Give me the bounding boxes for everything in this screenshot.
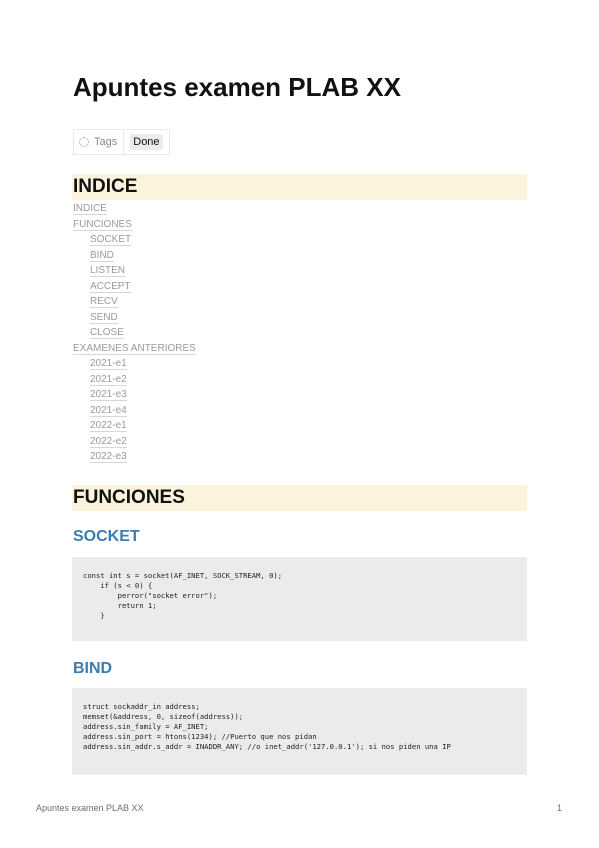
toc-link[interactable]: 2021-e1 [90, 358, 127, 369]
toc-item[interactable] [73, 418, 196, 434]
toc-item[interactable] [73, 232, 196, 248]
toc-item[interactable] [73, 434, 196, 450]
toc-item[interactable] [73, 201, 196, 217]
toc-item[interactable] [73, 341, 196, 357]
toc-item[interactable] [73, 263, 196, 279]
page-title: Apuntes examen PLAB XX [73, 72, 401, 102]
toc-link[interactable]: SOCKET [90, 234, 132, 245]
footer-page-number: 1 [557, 803, 563, 813]
bind-heading: BIND [73, 660, 113, 677]
toc-item[interactable] [73, 356, 196, 372]
toc-link[interactable]: FUNCIONES [73, 218, 132, 230]
bind-code-block[interactable]: struct sockaddr_in address; memset(&address, 0, sizeof(address)); address.sin_family = AF_INET; address.sin_port = htons(1234); //Puerto que nos pidan address.sin_addr.s_addr = INADDR_ANY; //o inet_addr('127.0.0.1'); si nos piden una IP [72, 688, 527, 775]
toc-link[interactable]: SEND [90, 311, 118, 323]
toc-item[interactable] [73, 294, 196, 310]
toc-link[interactable]: CLOSE [90, 327, 124, 338]
toc-link[interactable]: LISTEN [90, 265, 126, 276]
funciones-heading-band [72, 485, 527, 511]
indice-heading: INDICE [73, 176, 138, 197]
toc-link[interactable]: BIND [90, 249, 114, 261]
toc-item[interactable] [73, 325, 196, 341]
toc-link[interactable]: 2022-e2 [90, 435, 127, 447]
indice-heading-band [72, 174, 527, 200]
table-of-contents [73, 201, 196, 465]
toc-link[interactable]: 2021-e4 [90, 404, 127, 416]
toc-item[interactable] [73, 387, 196, 403]
toc-link[interactable]: EXAMENES ANTERIORES [73, 342, 196, 354]
toc-link[interactable]: 2021-e2 [90, 373, 127, 385]
toc-item[interactable] [73, 449, 196, 465]
tag-done-badge[interactable]: Done [130, 134, 162, 150]
footer-document-name: Apuntes examen PLAB XX [36, 803, 144, 813]
socket-code-block[interactable]: const int s = socket(AF_INET, SOCK_STREAM, 0); if (s < 0) { perror("socket error"); return 1; } [72, 557, 527, 641]
tags-value-cell[interactable] [124, 130, 168, 154]
toc-link[interactable]: 2021-e3 [90, 389, 127, 400]
toc-item[interactable] [73, 217, 196, 233]
tags-property[interactable] [73, 129, 170, 155]
tags-property-label [74, 130, 124, 154]
funciones-heading: FUNCIONES [73, 487, 185, 508]
toc-link[interactable]: 2022-e1 [90, 420, 127, 431]
toc-item[interactable] [73, 403, 196, 419]
tags-spinner-icon [79, 137, 89, 147]
toc-link[interactable]: ACCEPT [90, 280, 131, 292]
toc-item[interactable] [73, 248, 196, 264]
toc-link[interactable]: INDICE [73, 203, 107, 214]
toc-link[interactable]: RECV [90, 296, 118, 307]
toc-link[interactable]: 2022-e3 [90, 451, 127, 462]
toc-item[interactable] [73, 279, 196, 295]
tags-label: Tags [94, 136, 118, 148]
toc-item[interactable] [73, 310, 196, 326]
socket-heading: SOCKET [73, 528, 140, 545]
toc-item[interactable] [73, 372, 196, 388]
